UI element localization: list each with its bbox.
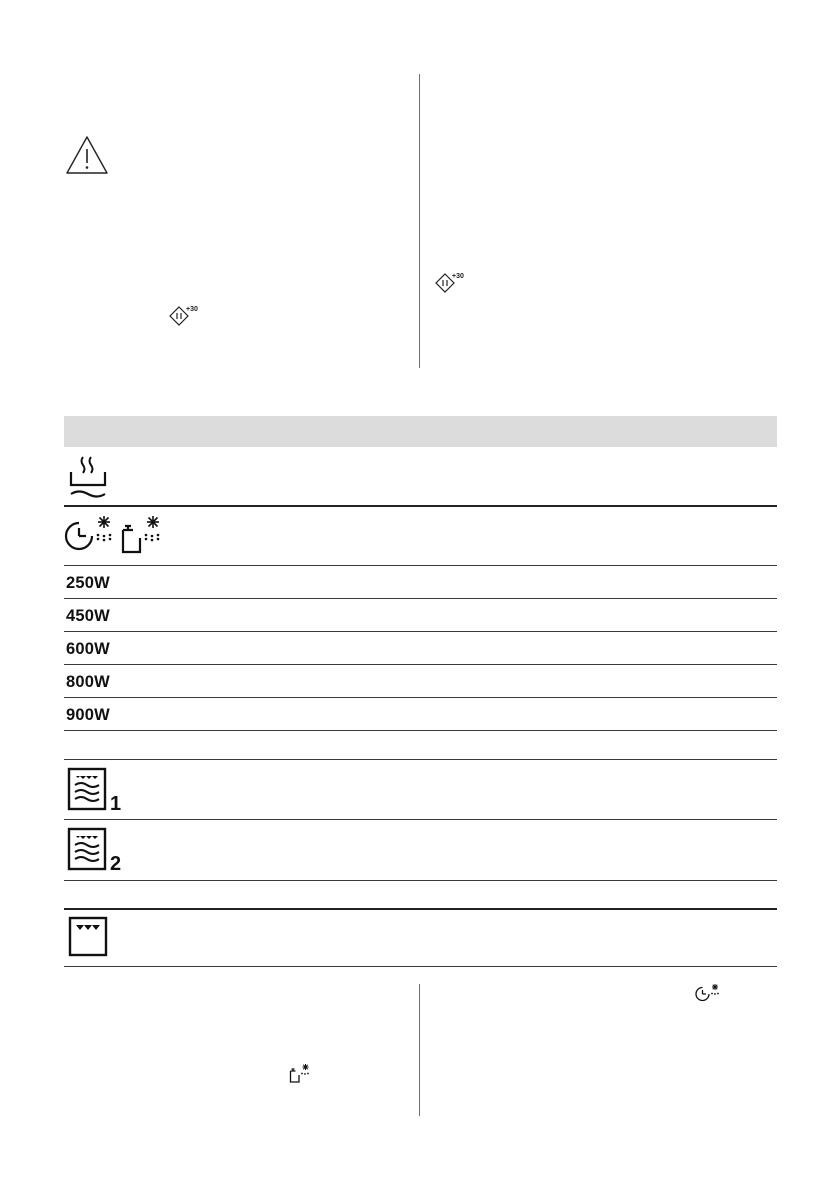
start-plus30-icon — [167, 303, 201, 333]
sensor-program-number: 1 — [110, 793, 122, 815]
table-row-defrost — [64, 507, 777, 566]
table-row-power — [64, 698, 777, 731]
power-level-label: 450W — [66, 607, 110, 625]
plus30-badge: +30 — [186, 306, 198, 313]
power-level-label: 250W — [66, 574, 110, 592]
table-row-empty — [64, 731, 777, 760]
table-row-power — [64, 599, 777, 632]
sensor-program-1-icon — [67, 767, 129, 813]
table-row-power — [64, 566, 777, 599]
table-row-steam — [64, 447, 777, 507]
table-row-grill — [64, 910, 777, 967]
sensor-program-2-icon — [67, 827, 129, 873]
steam-bowl-icon — [66, 454, 110, 502]
column-divider-top — [419, 74, 420, 368]
weight-defrost-icon — [120, 514, 172, 558]
table-row-sensor-1 — [64, 760, 777, 820]
warning-triangle-icon — [65, 135, 109, 175]
table-header — [64, 416, 777, 447]
table-row-power — [64, 632, 777, 665]
time-defrost-icon — [68, 514, 120, 558]
power-level-label: 600W — [66, 640, 110, 658]
plus30-badge: +30 — [452, 273, 464, 280]
table-row-power — [64, 665, 777, 698]
table-row-sensor-2 — [64, 820, 777, 881]
weight-defrost-icon — [289, 1063, 315, 1085]
time-defrost-icon — [697, 983, 723, 1005]
start-plus30-icon-right — [433, 270, 467, 300]
table-row-empty — [64, 881, 777, 910]
function-table — [64, 416, 777, 967]
column-divider-bottom — [419, 984, 420, 1116]
power-level-label: 900W — [66, 706, 110, 724]
sensor-program-number: 2 — [110, 853, 122, 875]
oven-grill-icon — [68, 916, 112, 960]
power-level-label: 800W — [66, 673, 110, 691]
